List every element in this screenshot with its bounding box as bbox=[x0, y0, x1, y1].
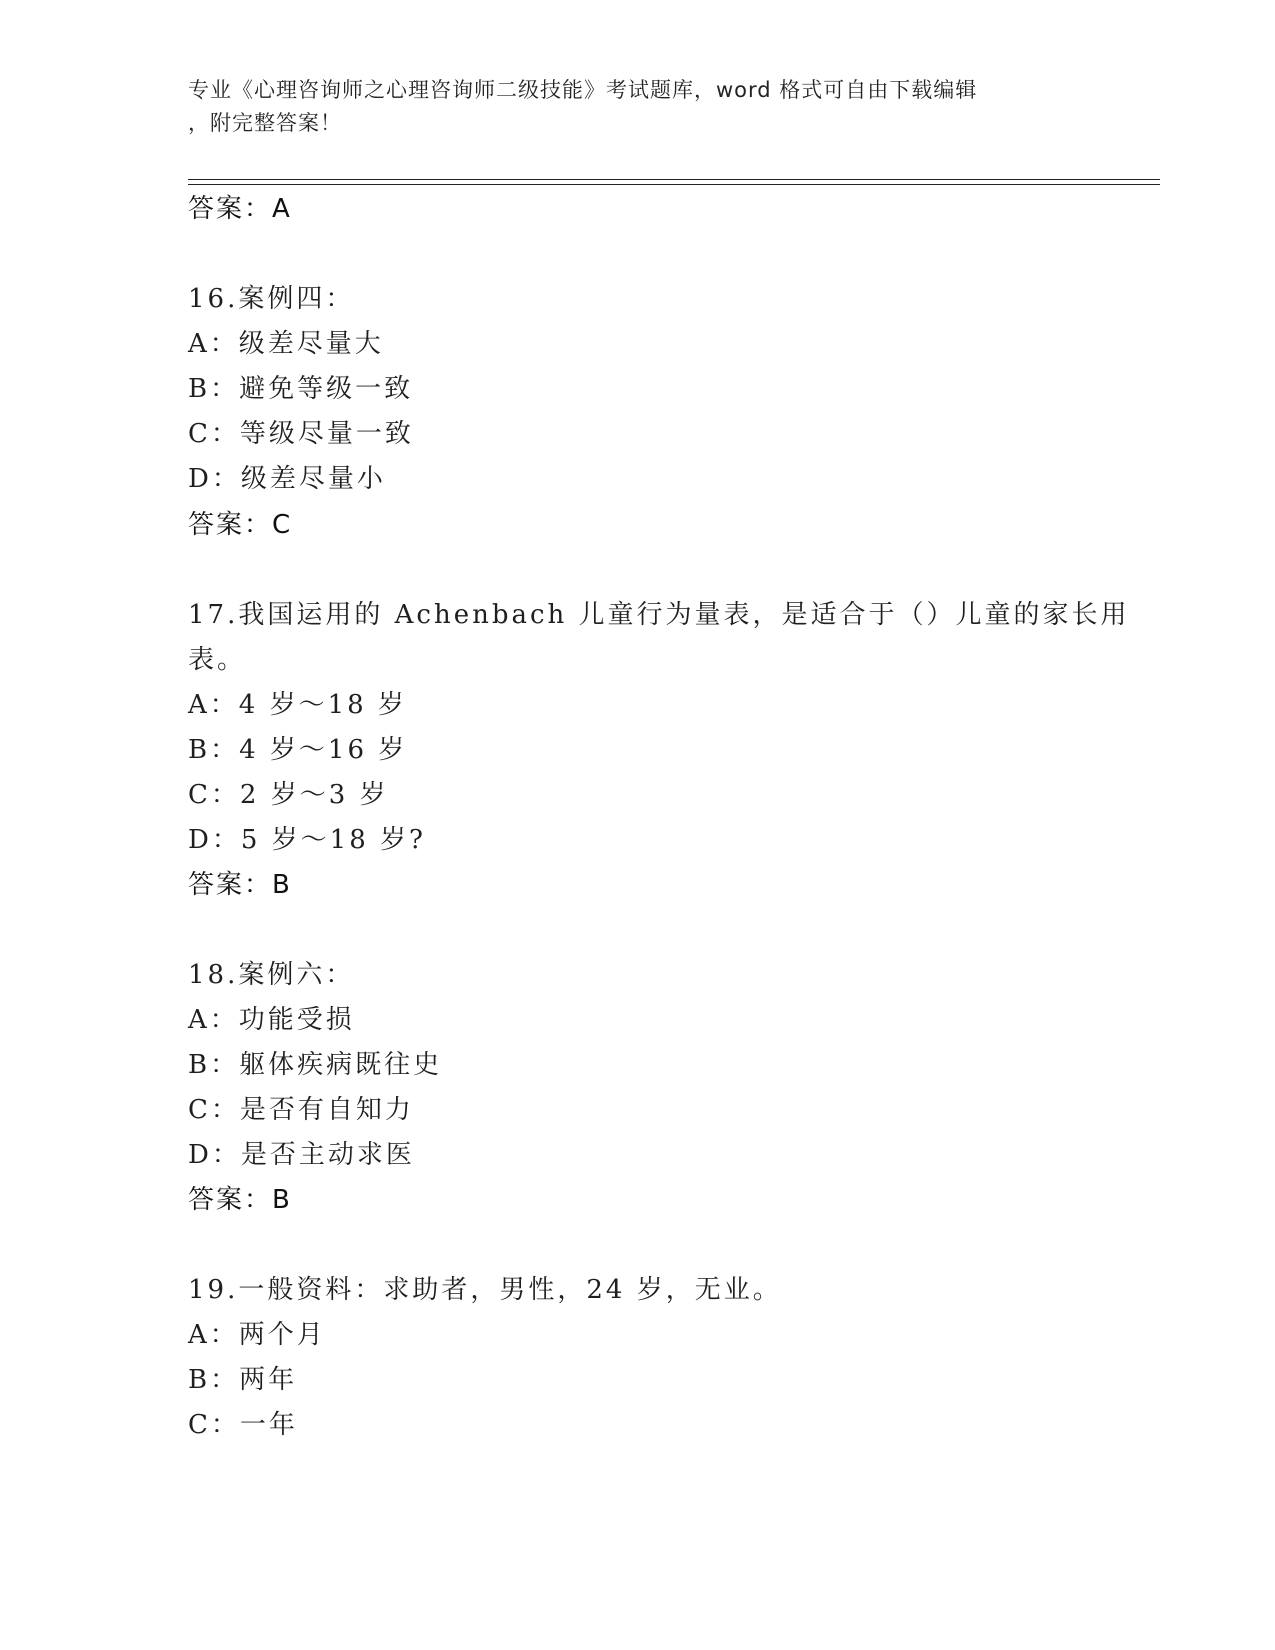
answer-line: 答案：B bbox=[188, 870, 292, 900]
answer-line: 答案：A bbox=[188, 194, 292, 224]
question-stem: 19.一般资料：求助者，男性，24 岁，无业。 bbox=[188, 1275, 782, 1305]
option-a: A：级差尽量大 bbox=[188, 329, 384, 359]
option-a: A：4 岁～18 岁 bbox=[188, 690, 407, 720]
option-c: C：是否有自知力 bbox=[188, 1095, 414, 1125]
option-d: D：5 岁～18 岁? bbox=[188, 825, 426, 855]
option-b: B：避免等级一致 bbox=[188, 374, 414, 404]
question-stem: 16.案例四： bbox=[188, 284, 355, 314]
document-header bbox=[188, 74, 1088, 140]
option-d: D：级差尽量小 bbox=[188, 464, 386, 494]
option-a: A：功能受损 bbox=[188, 1005, 355, 1035]
option-b: B：4 岁～16 岁 bbox=[188, 735, 408, 765]
question-stem: 18.案例六： bbox=[188, 960, 355, 990]
answer-line: 答案：B bbox=[188, 1185, 292, 1215]
option-d: D：是否主动求医 bbox=[188, 1140, 415, 1170]
question-stem: 17.我国运用的 Achenbach 儿童行为量表，是适合于（）儿童的家长用 bbox=[188, 600, 1130, 630]
option-b: B：两年 bbox=[188, 1365, 298, 1395]
option-c: C：等级尽量一致 bbox=[188, 419, 414, 449]
header-rule-bottom bbox=[188, 184, 1160, 185]
answer-line: 答案：C bbox=[188, 510, 293, 540]
option-c: C：一年 bbox=[188, 1410, 298, 1440]
header-line-1: 专业《心理咨询师之心理咨询师二级技能》考试题库，word 格式可自由下载编辑 bbox=[188, 78, 978, 102]
header-rule-top bbox=[188, 179, 1160, 180]
option-b: B：躯体疾病既往史 bbox=[188, 1050, 443, 1080]
option-a: A：两个月 bbox=[188, 1320, 326, 1350]
option-c: C：2 岁～3 岁 bbox=[188, 780, 389, 810]
header-line-2: ，附完整答案！ bbox=[188, 111, 342, 135]
question-stem-continued: 表。 bbox=[188, 645, 247, 675]
